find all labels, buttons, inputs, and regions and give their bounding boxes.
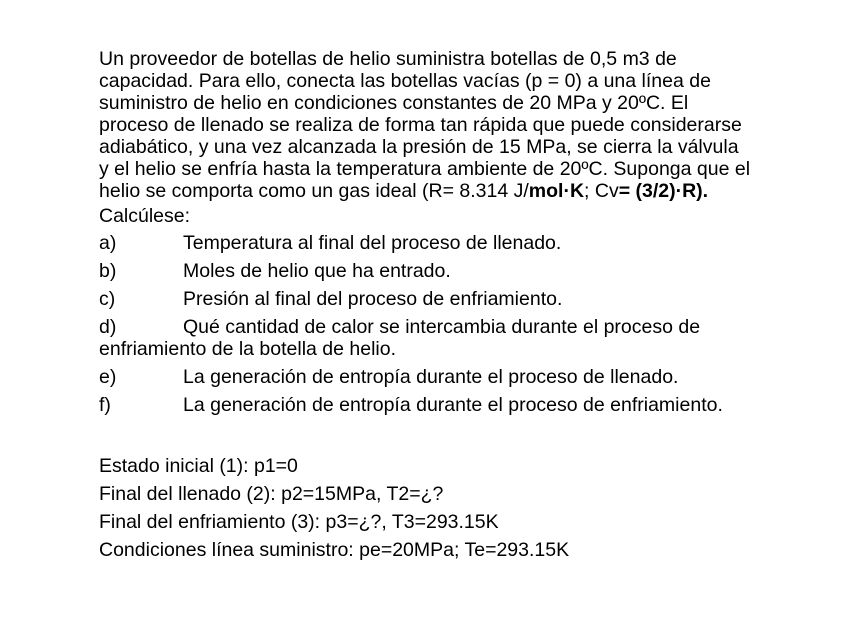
problem-line: Un proveedor de botellas de helio suministra botellas de 0,5 m3 de xyxy=(99,48,677,70)
last-line-mid: ; Cv xyxy=(584,180,619,202)
question-letter: c) xyxy=(99,288,116,310)
question-text: La generación de entropía durante el proceso de enfriamiento. xyxy=(183,394,723,416)
state-list xyxy=(99,455,839,561)
problem-line: proceso de llenado se realiza de forma tan rápida que puede considerarse xyxy=(99,114,742,136)
cv-formula-bold: = (3/2)·R). xyxy=(618,180,709,202)
question-item xyxy=(99,394,839,416)
problem-line: suministro de helio en condiciones constantes de 20 MPa y 20ºC. El xyxy=(99,92,689,114)
units-bold: mol·K xyxy=(528,180,585,202)
question-item xyxy=(99,366,839,388)
question-item xyxy=(99,232,839,254)
problem-line: y el helio se enfría hasta la temperatura ambiente de 20ºC. Suponga que el xyxy=(99,158,751,180)
question-letter: e) xyxy=(99,366,117,388)
calc-label: Calcúlese: xyxy=(99,205,191,227)
state-line: Final del llenado (2): p2=15MPa, T2=¿? xyxy=(99,483,444,505)
question-item xyxy=(99,260,839,282)
question-text: Moles de helio que ha entrado. xyxy=(183,260,451,282)
question-letter: f) xyxy=(99,394,111,416)
problem-last-line xyxy=(99,180,839,202)
question-text: La generación de entropía durante el proceso de llenado. xyxy=(183,366,679,388)
state-line: Final del enfriamiento (3): p3=¿?, T3=293.15K xyxy=(99,511,499,533)
document xyxy=(99,48,839,567)
question-item xyxy=(99,316,839,360)
question-text: Qué cantidad de calor se intercambia durante el proceso de xyxy=(183,316,701,338)
question-continuation: enfriamiento de la botella de helio. xyxy=(99,338,397,360)
question-letter: d) xyxy=(99,316,117,338)
question-text: Presión al final del proceso de enfriamiento. xyxy=(183,288,563,310)
question-list xyxy=(99,232,839,416)
problem-line: adiabático, y una vez alcanzada la presión de 15 MPa, se cierra la válvula xyxy=(99,136,739,158)
question-item xyxy=(99,288,839,310)
state-line: Condiciones línea suministro: pe=20MPa; Te=293.15K xyxy=(99,539,570,561)
last-line-start: helio se comporta como un gas ideal (R= 8.314 J/ xyxy=(99,180,529,202)
problem-statement xyxy=(99,48,839,202)
problem-line: capacidad. Para ello, conecta las botellas vacías (p = 0) a una línea de xyxy=(99,70,711,92)
question-letter: b) xyxy=(99,260,117,282)
question-letter: a) xyxy=(99,232,117,254)
question-text: Temperatura al final del proceso de llenado. xyxy=(183,232,562,254)
state-line: Estado inicial (1): p1=0 xyxy=(99,455,298,477)
